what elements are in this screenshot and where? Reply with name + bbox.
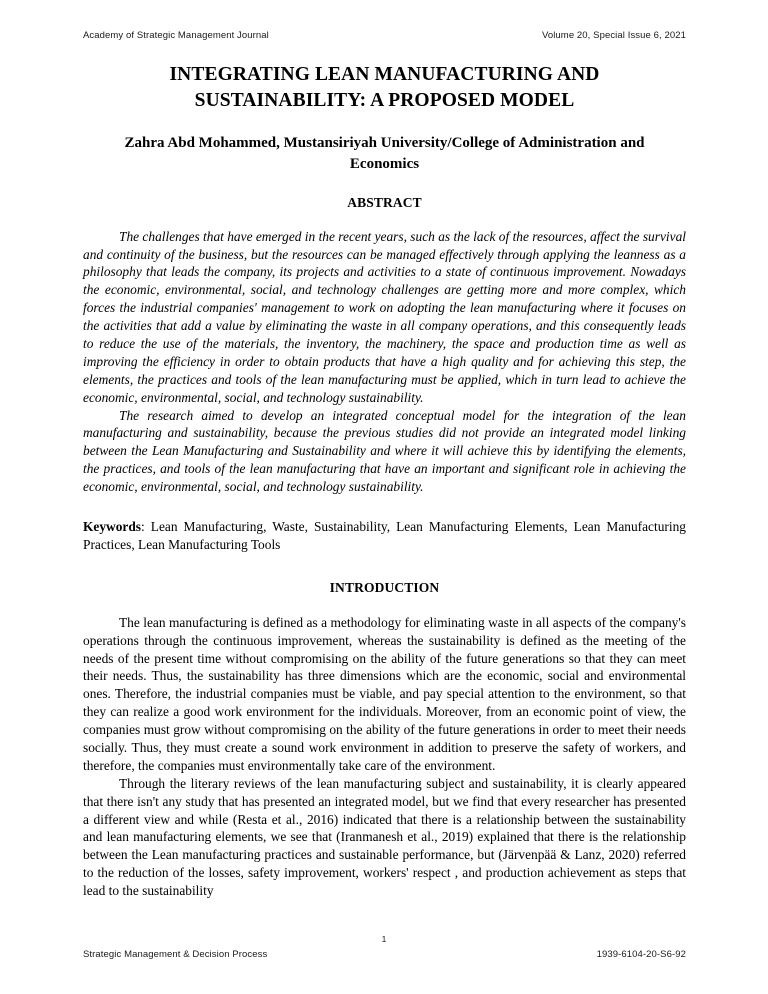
author-affiliation-line: Zahra Abd Mohammed, Mustansiriyah University/College of Administration and Economics (124, 135, 645, 172)
running-head (83, 30, 686, 41)
page-number: 1 (381, 934, 387, 944)
abstract-heading: ABSTRACT (347, 194, 422, 210)
footer-section-name: Strategic Management & Decision Process (83, 949, 268, 960)
page-title: INTEGRATING LEAN MANUFACTURING AND SUSTAINABILITY: A PROPOSED MODEL (169, 64, 600, 111)
keywords-line (83, 518, 686, 554)
page-footer (83, 949, 686, 960)
journal-name: Academy of Strategic Management Journal (83, 30, 269, 41)
keywords-label: Keywords (83, 519, 142, 535)
keywords-separator: : (141, 519, 151, 535)
keywords-value: Lean Manufacturing, Waste, Sustainability, Lean Manufacturing Elements, Lean Manufacturing Practices, Lean Manufacturing Tools (83, 519, 686, 552)
introduction-heading: INTRODUCTION (329, 579, 440, 595)
text-column (83, 62, 686, 900)
volume-issue-info: Volume 20, Special Issue 6, 2021 (541, 30, 686, 41)
abstract-paragraph: The research aimed to develop an integrated conceptual model for the integration of the lean manufacturing and sustainability, because the previous studies did not provide an integrated model linking between the Lean Manufacturing and Sustainability and where it will achieve this by identifying the elements, the practices, and tools of the lean manufacturing that have an important and significant role in achieving the economic, environmental, social, and technology sustainability. (83, 407, 686, 495)
footer-article-id: 1939-6104-20-S6-92 (596, 949, 686, 960)
introduction-paragraph: The lean manufacturing is defined as a methodology for eliminating waste in all aspects of the company's operations through the continuous improvement, whereas the sustainability is defined as the meeting of the needs of the present time without compromising on the ability of the future generations so that they can meet their needs. Thus, the sustainability has three dimensions which are the economic, social and environmental ones. Therefore, the industrial companies must be viable, and pay special attention to the environment, so that they can realize a good work environment for the individuals. Moreover, from an economic point of view, the companies must grow without compromising on the ability of the future generations in order to meet their needs socially. Thus, they must create a sound work environment in addition to preserve the safety of workers, and therefore, the companies must environmentally take care of the environment. (83, 614, 686, 773)
abstract-paragraph: The challenges that have emerged in the recent years, such as the lack of the resources, affect the survival and continuity of the business, but the resources can be managed effectively through applying the leanness as a philosophy that leads the company, its projects and activities to a state of continuous improvement. Nowadays the economic, environmental, social, and technology challenges are getting more and more complex, which forces the industrial companies' management to work on adopting the lean manufacturing where it focuses on the activities that add a value by eliminating the waste in all company operations, and this consequently leads to reduce the use of the materials, the inventory, the machinery, the space and production time as well as improving the efficiency in order to obtain products that have a high quality and for achieving this step, the elements, the practices and tools of the lean manufacturing must be applied, which in turn lead to achieve the economic, environmental, social, and technology sustainability. (83, 228, 686, 405)
introduction-paragraph: Through the literary reviews of the lean manufacturing subject and sustainability, it is clearly appeared that there isn't any study that has presented an integrated model, but we find that every researcher has presented a different view and while (Resta et al., 2016) indicated that there is a relationship between the sustainability and lean manufacturing elements, we see that (Iranmanesh et al., 2019) explained that there is the relationship between the Lean manufacturing practices and sustainable performance, but (Järvenpää & Lanz, 2020) referred to the reduction of the losses, safety improvement, workers' respect , and production achievement as steps that lead to the sustainability (83, 775, 686, 899)
